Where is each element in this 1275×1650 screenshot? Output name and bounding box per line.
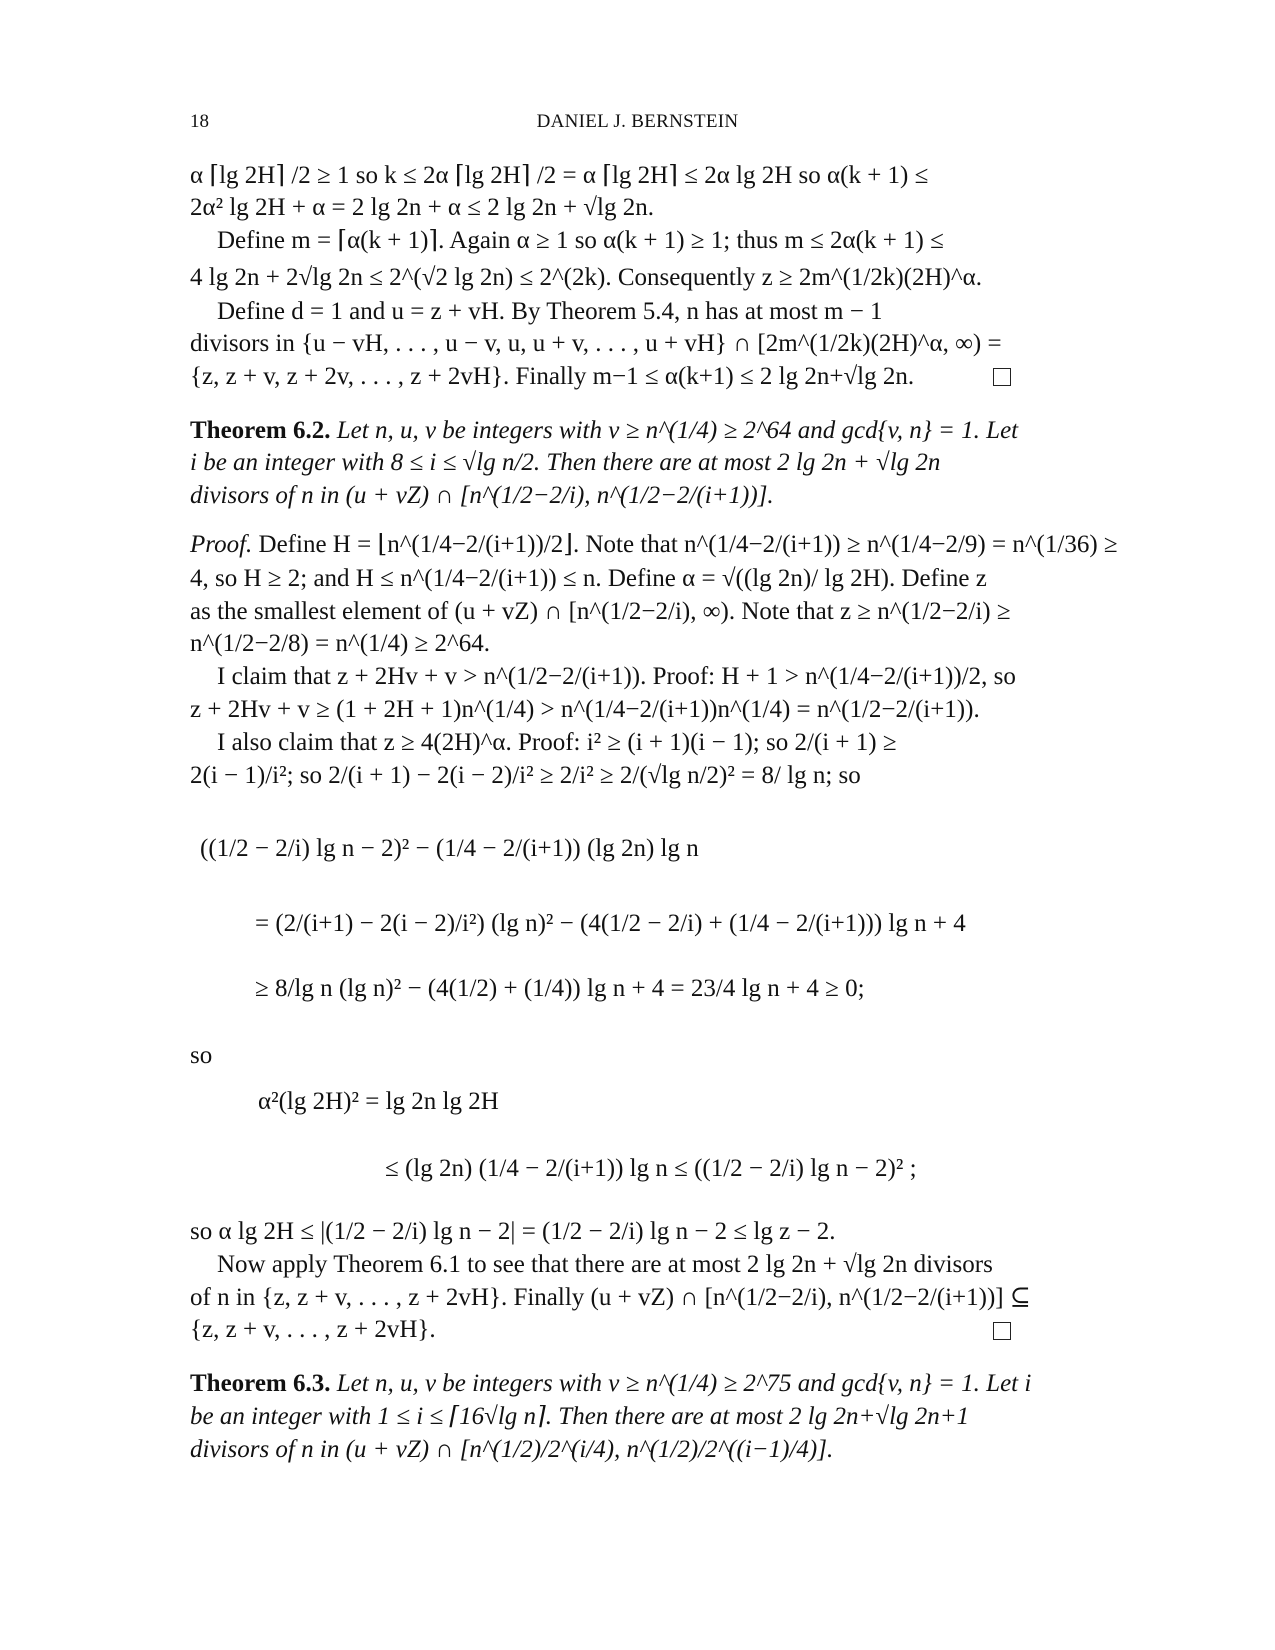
proof-label: Proof. [190, 531, 253, 558]
text-line: as the smallest element of (u + vZ) ∩ [n^(1/2−2/i), ∞). Note that z ≥ n^(1/2−2/i) ≥ [190, 598, 1011, 625]
display-equation: ≤ (lg 2n) (1/4 − 2/(i+1)) lg n ≤ ((1/2 − 2/i) lg n − 2)² ; [385, 1155, 917, 1182]
qed-box [993, 1322, 1011, 1340]
qed-box [993, 368, 1011, 386]
display-equation: α²(lg 2H)² = lg 2n lg 2H [258, 1088, 499, 1115]
theorem-text: Let n, u, v be integers with v ≥ n^(1/4) ≥ 2^75 and gcd{v, n} = 1. Let i [336, 1370, 1032, 1397]
text-line: so α lg 2H ≤ |(1/2 − 2/i) lg n − 2| = (1/2 − 2/i) lg n − 2 ≤ lg z − 2. [190, 1218, 836, 1245]
theorem-label: Theorem 6.3. [190, 1370, 331, 1397]
page-number: 18 [190, 111, 209, 132]
proof-line [190, 529, 1118, 561]
proof-text: Define H = ⌊n^(1/4−2/(i+1))/2⌋. Note that n^(1/4−2/(i+1)) ≥ n^(1/4−2/9) = n^(1/36) ≥ [258, 531, 1118, 558]
text-line: so [190, 1042, 213, 1069]
text-line: Define d = 1 and u = z + vH. By Theorem 5.4, n has at most m − 1 [217, 298, 883, 325]
display-equation: ((1/2 − 2/i) lg n − 2)² − (1/4 − 2/(i+1)) (lg 2n) lg n [200, 835, 699, 862]
theorem-text: i be an integer with 8 ≤ i ≤ √lg n/2. Then there are at most 2 lg 2n + √lg 2n [190, 449, 941, 476]
display-equation: ≥ 8/lg n (lg n)² − (4(1/2) + (1/4)) lg n + 4 = 23/4 lg n + 4 ≥ 0; [255, 975, 865, 1002]
text-line: z + 2Hv + v ≥ (1 + 2H + 1)n^(1/4) > n^(1/4−2/(i+1))n^(1/4) = n^(1/2−2/(i+1)). [190, 696, 980, 723]
text-line: Now apply Theorem 6.1 to see that there are at most 2 lg 2n + √lg 2n divisors [217, 1251, 993, 1278]
text-line: 4 lg 2n + 2√lg 2n ≤ 2^(√2 lg 2n) ≤ 2^(2k). Consequently z ≥ 2m^(1/2k)(2H)^α. [190, 264, 982, 291]
theorem-6-3-line [190, 1368, 1032, 1400]
theorem-6-2-line [190, 415, 1019, 447]
text-line: I also claim that z ≥ 4(2H)^α. Proof: i² ≥ (i + 1)(i − 1); so 2/(i + 1) ≥ [217, 729, 897, 756]
theorem-text: divisors of n in (u + vZ) ∩ [n^(1/2−2/i), n^(1/2−2/(i+1))]. [190, 482, 774, 509]
text-line: Define m = ⌈α(k + 1)⌉. Again α ≥ 1 so α(k + 1) ≥ 1; thus m ≤ 2α(k + 1) ≤ [217, 227, 944, 254]
theorem-text: Let n, u, v be integers with v ≥ n^(1/4) ≥ 2^64 and gcd{v, n} = 1. Let [336, 417, 1019, 444]
display-equation: = (2/(i+1) − 2(i − 2)/i²) (lg n)² − (4(1/2 − 2/i) + (1/4 − 2/(i+1))) lg n + 4 [255, 910, 966, 937]
text-line: n^(1/2−2/8) = n^(1/4) ≥ 2^64. [190, 630, 490, 657]
text-line: of n in {z, z + v, . . . , z + 2vH}. Finally (u + vZ) ∩ [n^(1/2−2/i), n^(1/2−2/(i+1))] ⊆ [190, 1284, 1031, 1311]
text-line: 2α² lg 2H + α = 2 lg 2n + α ≤ 2 lg 2n + √lg 2n. [190, 194, 654, 221]
theorem-label: Theorem 6.2. [190, 417, 331, 444]
text-line: {z, z + v, . . . , z + 2vH}. [190, 1316, 436, 1343]
text-line: {z, z + v, z + 2v, . . . , z + 2vH}. Finally m−1 ≤ α(k+1) ≤ 2 lg 2n+√lg 2n. [190, 363, 915, 390]
running-title: DANIEL J. BERNSTEIN [536, 111, 739, 132]
text-line: divisors in {u − vH, . . . , u − v, u, u + v, . . . , u + vH} ∩ [2m^(1/2k)(2H)^α, ∞) = [190, 330, 1002, 357]
text-line: I claim that z + 2Hv + v > n^(1/2−2/(i+1)). Proof: H + 1 > n^(1/4−2/(i+1))/2, so [217, 663, 1016, 690]
text-line: α ⌈lg 2H⌉ /2 ≥ 1 so k ≤ 2α ⌈lg 2H⌉ /2 = α ⌈lg 2H⌉ ≤ 2α lg 2H so α(k + 1) ≤ [190, 162, 929, 189]
text-line: 2(i − 1)/i²; so 2/(i + 1) − 2(i − 2)/i² ≥ 2/i² ≥ 2/(√lg n/2)² = 8/ lg n; so [190, 762, 861, 789]
text-line: 4, so H ≥ 2; and H ≤ n^(1/4−2/(i+1)) ≤ n. Define α = √((lg 2n)/ lg 2H). Define z [190, 565, 987, 592]
theorem-text: be an integer with 1 ≤ i ≤ ⌈16√lg n⌉. Then there are at most 2 lg 2n+√lg 2n+1 [190, 1403, 970, 1430]
theorem-text: divisors of n in (u + vZ) ∩ [n^(1/2)/2^(i/4), n^(1/2)/2^((i−1)/4)]. [190, 1436, 834, 1463]
